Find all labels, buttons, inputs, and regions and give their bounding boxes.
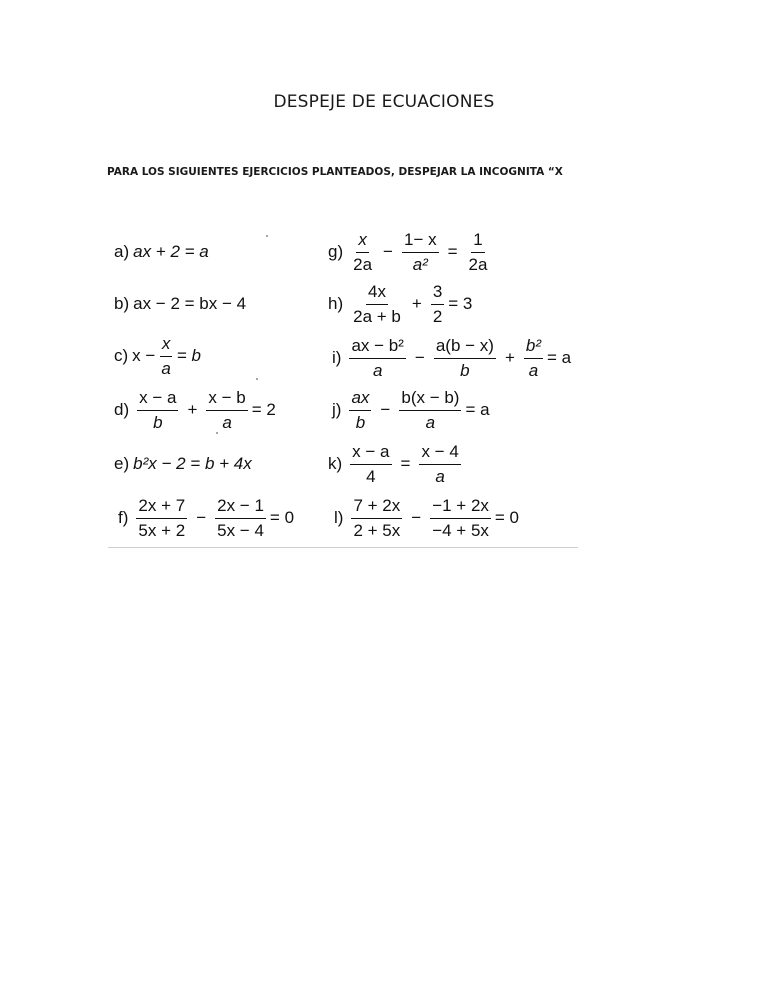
exercise-b	[114, 276, 246, 332]
numerator: b(x − b)	[399, 388, 461, 411]
denominator: b	[355, 412, 366, 432]
denominator: 5x − 4	[217, 520, 264, 540]
numerator: b²	[524, 336, 543, 359]
denominator: 2 + 5x	[353, 520, 401, 540]
numerator: 2x + 7	[136, 496, 187, 519]
exercise-label: a)	[114, 242, 130, 261]
exercise-label: j)	[332, 400, 342, 419]
equation-term: = 2	[251, 400, 276, 419]
exercise-d	[114, 382, 276, 438]
fraction	[351, 282, 403, 326]
instructions: PARA LOS SIGUIENTES EJERCICIOS PLANTEADOS, DESPEJAR LA INCOGNITA “X	[107, 166, 563, 178]
denominator: 2	[432, 306, 443, 326]
equation-term: = 3	[448, 294, 473, 313]
fraction	[434, 336, 496, 380]
operator: +	[504, 348, 515, 367]
fraction	[431, 282, 444, 326]
operator: +	[411, 294, 422, 313]
exercise-c	[114, 328, 201, 384]
speck	[266, 235, 268, 237]
denominator: 2a	[353, 254, 373, 274]
equation-term: = a	[547, 348, 572, 367]
exercise-l	[334, 490, 519, 546]
numerator: 7 + 2x	[351, 496, 402, 519]
exercise-label: b)	[114, 294, 130, 313]
page-title: DESPEJE DE ECUACIONES	[273, 92, 495, 112]
equation-term: = 0	[494, 508, 520, 527]
exercise-e	[114, 436, 252, 492]
fraction	[402, 230, 439, 274]
fraction	[351, 230, 374, 274]
denominator: 4	[366, 466, 376, 486]
fraction	[136, 496, 187, 540]
numerator: x	[160, 334, 173, 357]
operator: +	[187, 400, 198, 419]
denominator: a	[161, 358, 171, 378]
numerator: 2x − 1	[215, 496, 266, 519]
denominator: a	[528, 360, 539, 380]
fraction	[351, 496, 402, 540]
fraction	[349, 388, 371, 432]
equation: ax + 2 = a	[133, 242, 209, 261]
equation-term: = b	[176, 346, 201, 365]
denominator: b	[460, 360, 470, 380]
numerator: x	[356, 230, 369, 253]
exercise-label: c)	[114, 346, 129, 365]
exercise-i	[332, 330, 571, 386]
equation-term: x −	[132, 346, 156, 365]
numerator: x − a	[137, 388, 178, 411]
denominator: a	[425, 412, 436, 432]
operator: −	[196, 508, 207, 527]
denominator: a²	[412, 254, 428, 274]
operator: −	[383, 242, 393, 261]
fraction	[419, 442, 460, 486]
speck	[256, 378, 258, 380]
exercise-g	[328, 224, 493, 280]
numerator: 4x	[366, 282, 388, 305]
fraction	[350, 442, 391, 486]
denominator: 5x + 2	[138, 520, 186, 540]
exercise-label: g)	[328, 242, 344, 261]
fraction	[349, 336, 405, 380]
exercise-k	[328, 436, 465, 492]
fraction	[137, 388, 178, 432]
numerator: −1 + 2x	[430, 496, 491, 519]
operator: =	[400, 454, 411, 473]
denominator: 2a + b	[353, 306, 401, 326]
numerator: 1− x	[402, 230, 439, 253]
fraction	[399, 388, 461, 432]
operator: −	[411, 508, 422, 527]
numerator: a(b − x)	[434, 336, 496, 359]
exercise-label: k)	[328, 454, 343, 473]
numerator: ax	[349, 388, 371, 411]
exercise-label: d)	[114, 400, 130, 419]
fraction	[215, 496, 266, 540]
denominator: −4 + 5x	[432, 520, 489, 540]
fraction	[159, 334, 172, 378]
operator: −	[380, 400, 391, 419]
exercise-f	[118, 490, 294, 546]
equation: b²x − 2 = b + 4x	[133, 454, 252, 473]
numerator: 1	[471, 230, 484, 253]
fraction	[524, 336, 543, 380]
equation: ax − 2 = bx − 4	[133, 294, 247, 313]
denominator: b	[153, 412, 163, 432]
denominator: a	[222, 412, 232, 432]
exercise-label: f)	[118, 508, 129, 527]
denominator: a	[435, 466, 445, 486]
exercise-label: i)	[332, 348, 342, 367]
denominator: 2a	[468, 254, 488, 274]
equation-term: = 0	[269, 508, 295, 527]
exercise-image	[108, 224, 590, 550]
numerator: ax − b²	[349, 336, 405, 359]
exercise-h	[328, 276, 472, 332]
operator: =	[447, 242, 458, 261]
operator: −	[414, 348, 425, 367]
exercise-j	[332, 382, 490, 438]
numerator: x − b	[206, 388, 247, 411]
scan-edge	[108, 547, 578, 548]
fraction	[430, 496, 491, 540]
exercise-label: e)	[114, 454, 130, 473]
numerator: 3	[431, 282, 444, 305]
numerator: x − a	[350, 442, 391, 465]
fraction	[467, 230, 490, 274]
equation-term: = a	[465, 400, 490, 419]
numerator: x − 4	[419, 442, 460, 465]
exercise-a	[114, 224, 209, 280]
denominator: a	[372, 360, 383, 380]
exercise-label: h)	[328, 294, 344, 313]
fraction	[206, 388, 247, 432]
exercise-label: l)	[334, 508, 344, 527]
